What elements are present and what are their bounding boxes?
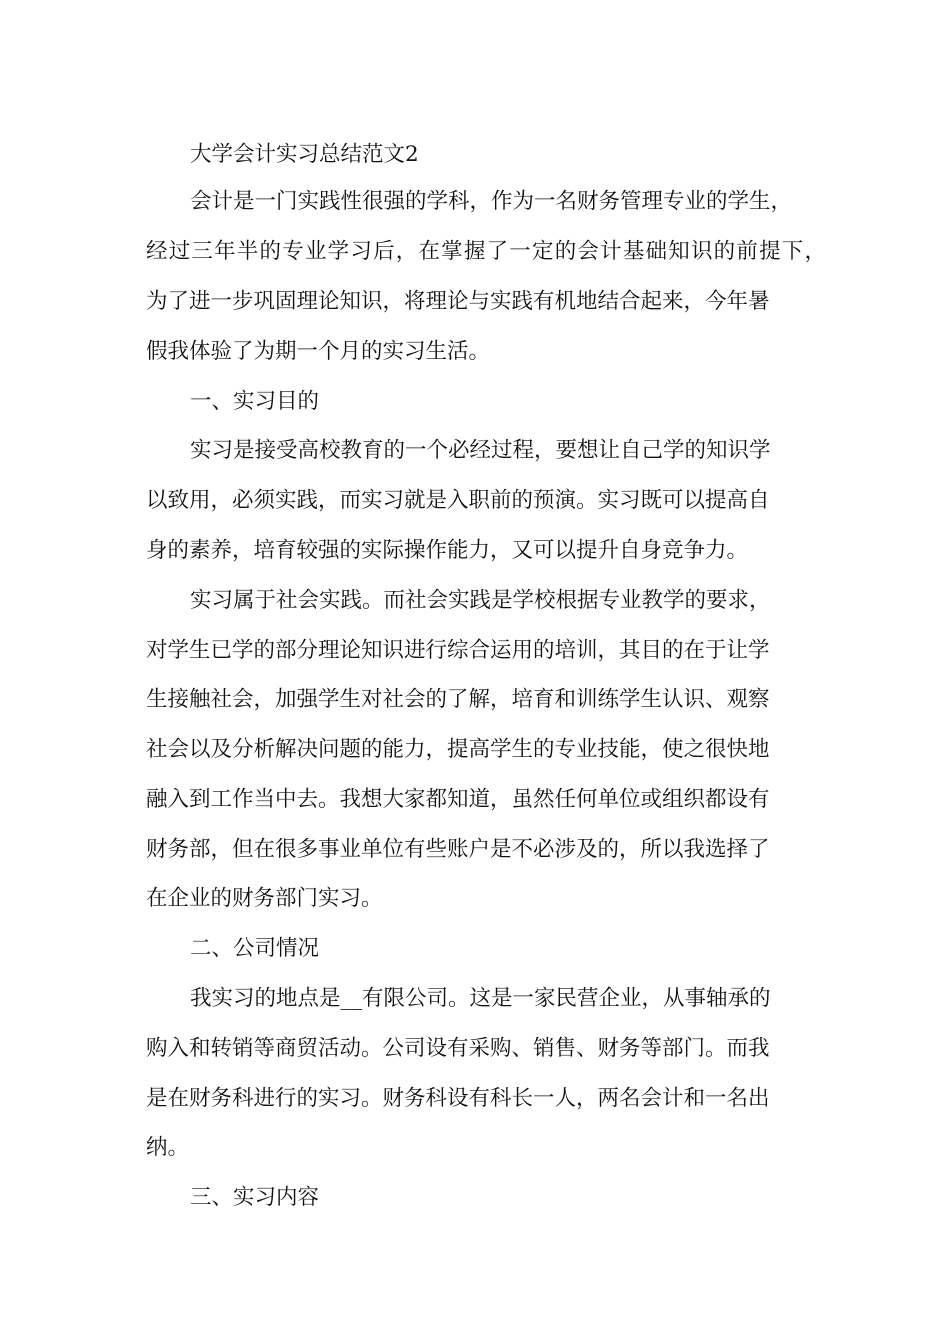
paragraph-line: 纳。 (146, 1135, 190, 1160)
document-title: 大学会计实习总结范文2 (190, 142, 419, 167)
paragraph-line: 对学生已学的部分理论知识进行综合运用的培训，其目的在于让学 (146, 638, 770, 663)
paragraph-line: 我实习的地点是__有限公司。这是一家民营企业，从事轴承的 (190, 986, 771, 1011)
section-heading: 三、实习内容 (190, 1185, 320, 1210)
paragraph-line: 购入和转销等商贸活动。公司设有采购、销售、财务等部门。而我 (146, 1036, 770, 1061)
paragraph-line: 假我体验了为期一个月的实习生活。 (146, 339, 491, 364)
paragraph-line: 生接触社会，加强学生对社会的了解，培育和训练学生认识、观察 (146, 687, 770, 712)
paragraph-line: 身的素养，培育较强的实际操作能力，又可以提升自身竞争力。 (146, 538, 749, 563)
paragraph-line: 经过三年半的专业学习后，在掌握了一定的会计基础知识的前提下， (146, 239, 826, 264)
paragraph-line: 实习是接受高校教育的一个必经过程，要想让自己学的知识学 (190, 438, 771, 463)
paragraph-line: 为了进一步巩固理论知识，将理论与实践有机地结合起来，今年暑 (146, 289, 770, 314)
paragraph-line: 财务部，但在很多事业单位有些账户是不必涉及的，所以我选择了 (146, 837, 770, 862)
paragraph-line: 社会以及分析解决问题的能力，提高学生的专业技能，使之很快地 (146, 737, 770, 762)
paragraph-line: 在企业的财务部门实习。 (146, 886, 383, 911)
paragraph-line: 以致用，必须实践，而实习就是入职前的预演。实习既可以提高自 (146, 488, 770, 513)
paragraph-line: 是在财务科进行的实习。财务科设有科长一人，两名会计和一名出 (146, 1086, 770, 1111)
paragraph-line: 融入到工作当中去。我想大家都知道，虽然任何单位或组织都设有 (146, 787, 770, 812)
paragraph-line: 实习属于社会实践。而社会实践是学校根据专业教学的要求， (190, 588, 771, 613)
paragraph-line: 会计是一门实践性很强的学科，作为一名财务管理专业的学生， (190, 189, 793, 214)
section-heading: 一、实习目的 (190, 389, 320, 414)
section-heading: 二、公司情况 (190, 936, 320, 961)
